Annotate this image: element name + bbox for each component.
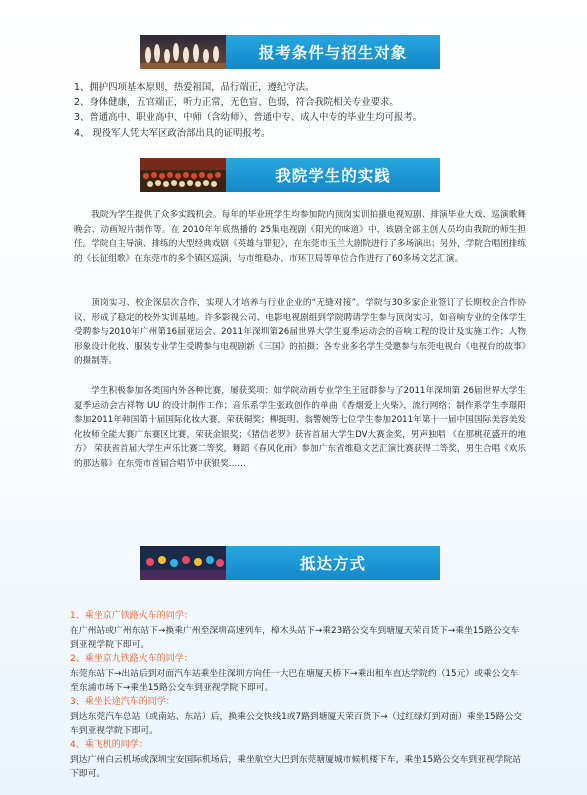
practice-paragraph: 顶岗实习、校企深层次合作，实现人才培养与行业企业的“无缝对接”。学院与30多家企业签订了长期校企合作协议，形成了稳定的校外实训基地。许多影视公司、电影电视剧组到学院聘请学生参与顶岗实习，如音响专业的全体学生受聘参与2010年广州第16届亚运会、2011年深圳第26届世界大学生夏季运动会的音响工程的设计及实施工作；人物形象设计化妆、服装专业学生受聘参与电视剧新《三国》的拍摄；各专业多名学生受邀参与东莞电视台《电视台的故事》的摄制等。: [74, 298, 526, 367]
section-banner-directions: [140, 546, 440, 580]
performance-photo: [140, 546, 226, 580]
section-title: 报考条件与招生对象: [226, 35, 440, 69]
route-heading: 1、乘坐京广铁路火车的同学：: [70, 611, 193, 621]
chorus-photo: [140, 158, 226, 192]
route-text: 到达广州白云机场或深圳宝安国际机场后，乘坐航空大巴到东莞塘厦城市候机楼下车，乘坐15路公交车到亚视学院站下即可。: [70, 755, 522, 780]
route-heading: 2、乘坐京九铁路火车的同学：: [70, 654, 193, 664]
requirement-item: 3、普通高中、职业高中、中师（含幼师）、普通中专、成人中专的毕业生均可报考。: [74, 112, 423, 124]
admission-requirements-list: [74, 80, 544, 141]
route-text: 到达东莞汽车总站（或南站、东站）后，换乘公交快线1或7路到塘厦天荣百货下→（过红绿灯到对面）乘坐15路公交车到亚视学院下即可。: [70, 712, 523, 737]
stage-photo: [140, 35, 226, 69]
requirement-item: 4、 现役军人凭大军区政治部出具的证明报考。: [74, 127, 271, 139]
route-text: 东莞东站下→出站后到对面汽车站乘坐往深圳方向任一大巴在塘厦天桥下→乘出租车直达学院约（15元）或乘公交车至东浦市场下→乘坐15路公交车到亚视学院下即可。: [70, 669, 519, 694]
route-heading: 3、乘坐长途汽车的同学：: [70, 697, 175, 707]
section-title: 我院学生的实践: [226, 158, 440, 192]
route-heading: 4、乘飞机的同学：: [70, 740, 148, 750]
route-text: 在广州站或广州东站下→换乘广州至深圳高速列车，樟木头站下→乘23路公交车到塘厦天荣百货下→乘坐15路公交车到亚视学院下即可。: [70, 626, 520, 651]
section-title: 抵达方式: [226, 546, 440, 580]
practice-paragraph: 学生积极参加各类国内外各种比赛，屡获奖项：如学院动画专业学生王冠群参与了2011年深圳第 26届世界大学生夏季运动会吉祥物 UU 的设计制作工作；音乐系学生张政创作的单曲《香烟爱上火柴》，流行网络；制作系学生李璟阳参加2011年韩国第十届国际化妆大赛，荣获铜奖；柳挺明、翁警婉等七位学生参加2011年第十一届中国国际美容美发化妆师全能大赛广东赛区比赛，荣获金银奖；《猪信老罗》获省首届大学生DV大赛金奖，男声独唱 《在那桃花盛开的地方》 荣获省首届大学生声乐比赛二等奖，舞蹈《春风化雨》参加广东省维稳文艺汇演比赛获得二等奖，男生合唱《欢乐的那达慕》在东莞市首届合唱节中获银奖……: [74, 386, 526, 469]
section-banner-admission: [140, 35, 440, 69]
requirement-item: 2、身体健康，五官端正，听力正常，无色盲、色弱，符合我院相关专业要求。: [74, 97, 399, 109]
practice-paragraph: 我院为学生提供了众多实践机会。每年的毕业班学生均参加院内顶岗实训拍摄电视短剧、排演毕业大戏、巡演歌舞晚会、动画短片制作等。在 2010年年底热播的 25集电视剧《阳光的味道》中，该剧全部主创人员均由我院的师生担任。学院自主导演、排练的大型经典戏剧《英雄与罪犯》，在东莞市玉兰大剧院进行了多场演出；另外，学院合唱团排练的《长征组歌》在东莞市的多个镇区巡演，与市维稳办、市环卫局等单位合作进行了60多场文艺汇演。: [74, 210, 526, 264]
requirement-item: 1、拥护四项基本原则，热爱祖国，品行端正，遵纪守法。: [74, 82, 315, 93]
section-banner-practice: [140, 158, 440, 192]
